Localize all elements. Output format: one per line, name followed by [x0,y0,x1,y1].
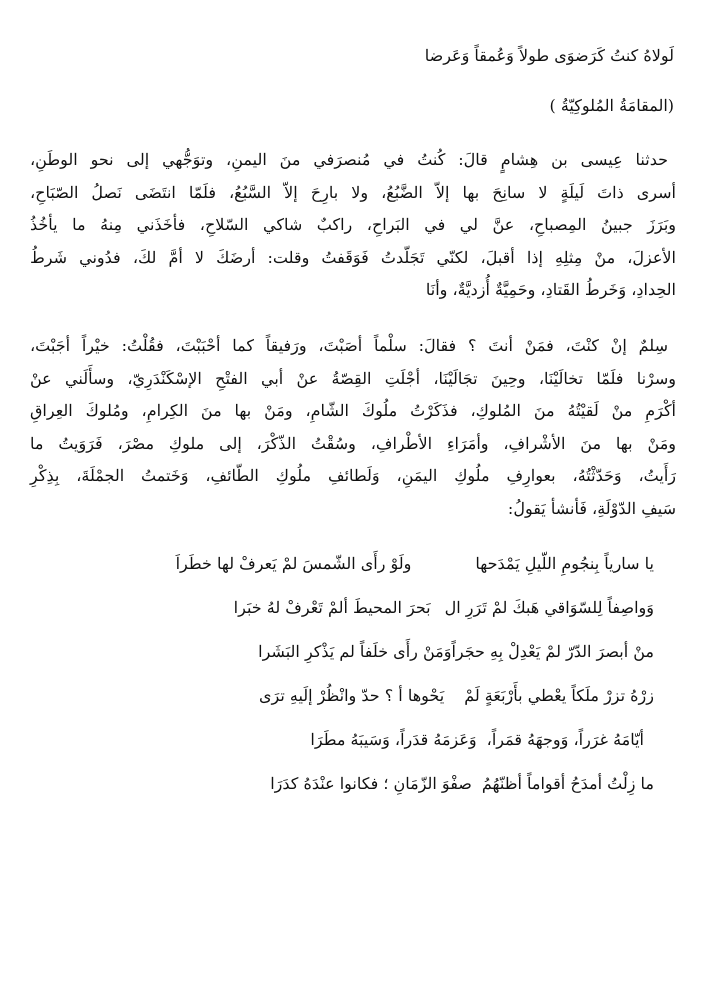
verse-first-hemistich: ما زِلْتُ أمدَحُ أقواماً أظنّهُمُ [481,773,654,793]
verse-second-hemistich: صفْوَ الزّمَانِ ؛ فكانوا عنْدَهُ كدَرَا [270,773,472,793]
poem-verse [30,728,676,752]
paragraph-line: سِلمٌ إنْ كنْتَ، فمَنْ أنتَ ؟ فقالَ: سلْماً أصَبْتَ، ورَفيقاً كما أحْبَبْتَ، فقُلْتُ: خيْراً أجَبْتَ، [30,335,668,355]
paragraph-narration [30,144,676,307]
paragraph-line: الأعزلَ، منْ مِثلِهِ إذا أقبلَ، لكنّي تَجَلّدتُ فَوَقَفتُ وقلت: أرضَكَ لا أمَّ لكَ، فدُوني شَرطُ [30,247,676,267]
poem-verse [30,684,676,708]
verse-first-hemistich: منْ أبصرَ الدّرّ لمْ يَعْدِلْ بِهِ حجَراً [451,641,654,661]
poem-verse [30,640,676,664]
verse-first-hemistich: أيّامَهُ غرَراً، وَوجهَهُ قمَراً، [486,729,644,749]
paragraph-line: سَيفِ الدّوْلَةِ، فَأنشأ يَقولُ: [507,498,676,518]
poem-verse [30,596,676,620]
paragraph-line: الحِدادِ، وَخَرطُ القَتادِ، وحَمِيَّةٌ أُزديَّةٌ، وأنَا [425,280,676,300]
poem-verse [30,552,676,576]
paragraph-line: رَأَيتُ، وَحَدّثْتُهُ، بعوارِفِ ملُوكِ اليمَنِ، وَلَطائفِ ملُوكِ الطّائفِ، وَخَتمتُ الجمْلَةَ، بِذِكْرِ [30,466,676,486]
paragraph-line: ومَنْ بها منَ الأشْرافِ، وأمَرَاءِ الأطْرافِ، وسُقْتُ الذّكْرَ، إلى ملوكِ مصْرَ، فَرَوَيتُ ما [30,433,676,453]
paragraph-line: أسرى ذاتَ لَيلَةٍ لا سانِحَ بها إلاّ الضَّبُعُ، ولا بارِحَ إلاّ السَّبُعُ، فلَمّا انتَضَى نَصلُ الصّبَاحِ، [30,182,676,202]
opening-line: لَولاهُ كنتُ كَرَضوَى طولاً وَعُمقاً وَعَرضا [424,46,674,65]
verse-first-hemistich: زرْهُ تزرْ ملَكاً يعْطي بأَرْبَعَةٍ لَمْ [464,685,654,705]
verse-second-hemistich: يَحْوها أ ؟ حدّ وانْظُرْ إلَيهِ ترَى [258,685,445,705]
paragraph-line: حدثنا عِيسى بن هِشامٍ قالَ: كُنتُ في مُنصرَفي منَ اليمنِ، وتوَجُّهي إلى نحو الوطَنِ، [30,150,668,169]
verse-first-hemistich: يا سارياً بِنجُومِ اللّيلِ يَمْدَحها [475,553,654,573]
paragraph-line: وسرْنا فلَمّا تخالَيْنَا، وحِينَ تجَالَيْنَا، أجْلَتِ القِصّةُ عنْ أبي الفتْحِ الإسْكَنْدَرِيّ، وسأَلَني عنْ [30,368,676,388]
poem-verse [30,772,676,796]
paragraph-dialogue [30,330,676,526]
paragraph-line: أكْرَمِ منْ لَقيْتُهُ منَ المُلوكِ، فذَكَرْتُ ملُوكَ الشّامِ، ومَنْ بها منَ الكِرامِ، ومُلوكَ العِراقِ [30,401,676,421]
verse-second-hemistich: وَمَنْ رأَى خلَفاً لم يَذْكرِ البَشَرا [258,641,452,661]
verse-second-hemistich: ولَوْ رأَى الشّمسَ لمْ يَعرفْ لها خطَراَ [175,553,412,573]
verse-second-hemistich: بَحرَ المحيطَ ألمْ تَعْرفْ لهُ خبَرا [233,597,431,617]
verse-first-hemistich: وَواصِفاً لِلسّوَاقي هَبكَ لمْ تَرَرِ ال [444,597,654,617]
paragraph-line: وبَرَزَ جبينُ المِصباحِ، عنَّ لي في البَراحِ، راكبٌ شاكي السّلاحِ، فأخَذَني مِنهُ ما يأخُذُ [30,215,676,235]
verse-second-hemistich: وَعَزمَهُ قدَراً، وَسَيبَهُ مطَرَا [310,729,477,749]
maqama-title: (المقامَةُ المُلوكِيّةُ ) [549,96,674,115]
poem [30,552,676,796]
